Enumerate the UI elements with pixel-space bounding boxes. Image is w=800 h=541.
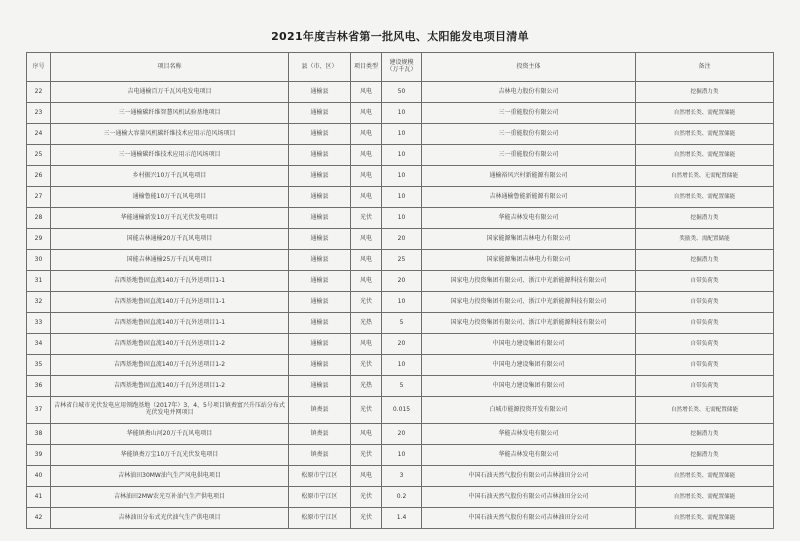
cell-no: 41 xyxy=(27,487,51,508)
cell-name: 吉西基地鲁固直流140万千瓦外送项目1-2 xyxy=(51,376,289,397)
cell-scale: 10 xyxy=(382,355,422,376)
cell-type: 光伏 xyxy=(351,397,382,424)
cell-county: 镇赉县 xyxy=(289,424,351,445)
cell-no: 24 xyxy=(27,124,51,145)
cell-type: 光伏 xyxy=(351,487,382,508)
cell-scale: 5 xyxy=(382,376,422,397)
cell-scale: 50 xyxy=(382,82,422,103)
cell-county: 通榆县 xyxy=(289,334,351,355)
header-scale: 建设规模（万千瓦） xyxy=(382,53,422,82)
table-row xyxy=(27,229,774,250)
cell-investor: 中国石油天然气股份有限公司吉林油田分公司 xyxy=(422,508,636,529)
cell-name: 吉林油田分布式光伏油气生产供电项目 xyxy=(51,508,289,529)
cell-note: 自然增长类、无需配置储能 xyxy=(636,166,774,187)
cell-investor: 华能吉林发电有限公司 xyxy=(422,208,636,229)
table-row xyxy=(27,445,774,466)
cell-type: 光伏 xyxy=(351,208,382,229)
cell-investor: 中国电力建设集团有限公司 xyxy=(422,334,636,355)
cell-name: 通榆鲁能10万千瓦风电项目 xyxy=(51,187,289,208)
table-row xyxy=(27,466,774,487)
cell-investor: 三一重能股份有限公司 xyxy=(422,124,636,145)
cell-name: 吉西基地鲁固直流140万千瓦外送项目1-1 xyxy=(51,292,289,313)
cell-scale: 10 xyxy=(382,124,422,145)
cell-county: 通榆县 xyxy=(289,313,351,334)
cell-investor: 吉林通榆鲁能新能源有限公司 xyxy=(422,187,636,208)
cell-note: 自然增长类、需配置储能 xyxy=(636,145,774,166)
table-row xyxy=(27,355,774,376)
table-row xyxy=(27,424,774,445)
cell-no: 42 xyxy=(27,508,51,529)
cell-type: 风电 xyxy=(351,103,382,124)
cell-county: 松原市宁江区 xyxy=(289,487,351,508)
cell-no: 22 xyxy=(27,82,51,103)
table-row xyxy=(27,397,774,424)
cell-investor: 吉林电力股份有限公司 xyxy=(422,82,636,103)
cell-investor: 中国电力建设集团有限公司 xyxy=(422,355,636,376)
cell-investor: 通榆裕风兴村新能源有限公司 xyxy=(422,166,636,187)
header-name: 项目名称 xyxy=(51,53,289,82)
cell-name: 吉电通榆百万千瓦风电发电项目 xyxy=(51,82,289,103)
cell-county: 镇赉县 xyxy=(289,397,351,424)
cell-note: 自带负荷类 xyxy=(636,355,774,376)
cell-type: 风电 xyxy=(351,466,382,487)
table-row xyxy=(27,508,774,529)
header-county: 县（市、区） xyxy=(289,53,351,82)
table-row xyxy=(27,292,774,313)
cell-no: 27 xyxy=(27,187,51,208)
cell-note: 挖掘潜力类 xyxy=(636,82,774,103)
cell-scale: 10 xyxy=(382,145,422,166)
cell-county: 通榆县 xyxy=(289,145,351,166)
cell-type: 光伏 xyxy=(351,445,382,466)
cell-no: 29 xyxy=(27,229,51,250)
cell-scale: 0.2 xyxy=(382,487,422,508)
header-note: 备注 xyxy=(636,53,774,82)
table-row xyxy=(27,487,774,508)
header-no: 序号 xyxy=(27,53,51,82)
cell-note: 自然增长类、需配置储能 xyxy=(636,487,774,508)
cell-note: 自带负荷类 xyxy=(636,334,774,355)
cell-type: 光热 xyxy=(351,376,382,397)
cell-note: 自带负荷类 xyxy=(636,313,774,334)
cell-name: 吉西基地鲁固直流140万千瓦外送项目1-1 xyxy=(51,313,289,334)
cell-note: 挖掘潜力类 xyxy=(636,250,774,271)
cell-county: 通榆县 xyxy=(289,292,351,313)
cell-scale: 10 xyxy=(382,445,422,466)
cell-no: 40 xyxy=(27,466,51,487)
cell-note: 奖励类、需配置储能 xyxy=(636,229,774,250)
cell-scale: 20 xyxy=(382,271,422,292)
cell-note: 自然增长类、需配置储能 xyxy=(636,103,774,124)
cell-scale: 10 xyxy=(382,166,422,187)
cell-scale: 20 xyxy=(382,334,422,355)
document-title: 2021年度吉林省第一批风电、太阳能发电项目清单 xyxy=(271,30,529,43)
cell-type: 风电 xyxy=(351,424,382,445)
cell-no: 28 xyxy=(27,208,51,229)
table-row xyxy=(27,145,774,166)
cell-note: 挖掘潜力类 xyxy=(636,424,774,445)
cell-name: 华能通榆新发10万千瓦光伏发电项目 xyxy=(51,208,289,229)
cell-type: 光伏 xyxy=(351,292,382,313)
cell-investor: 三一重能股份有限公司 xyxy=(422,103,636,124)
cell-county: 通榆县 xyxy=(289,376,351,397)
cell-county: 通榆县 xyxy=(289,124,351,145)
cell-scale: 20 xyxy=(382,229,422,250)
cell-investor: 华能吉林发电有限公司 xyxy=(422,445,636,466)
cell-type: 光热 xyxy=(351,313,382,334)
cell-type: 光伏 xyxy=(351,355,382,376)
cell-no: 31 xyxy=(27,271,51,292)
cell-no: 38 xyxy=(27,424,51,445)
cell-no: 39 xyxy=(27,445,51,466)
cell-name: 吉西基地鲁固直流140万千瓦外送项目1-2 xyxy=(51,355,289,376)
cell-note: 挖掘潜力类 xyxy=(636,445,774,466)
cell-type: 风电 xyxy=(351,334,382,355)
cell-type: 光伏 xyxy=(351,508,382,529)
cell-note: 自带负荷类 xyxy=(636,376,774,397)
cell-note: 自然增长类、需配置储能 xyxy=(636,466,774,487)
cell-investor: 华能吉林发电有限公司 xyxy=(422,424,636,445)
project-table xyxy=(26,52,774,529)
cell-note: 自带负荷类 xyxy=(636,292,774,313)
header-type: 项目类型 xyxy=(351,53,382,82)
cell-name: 华能镇赉万宝10万千瓦光伏发电项目 xyxy=(51,445,289,466)
cell-county: 松原市宁江区 xyxy=(289,508,351,529)
cell-note: 自然增长类、需配置储能 xyxy=(636,187,774,208)
table-row xyxy=(27,82,774,103)
cell-county: 松原市宁江区 xyxy=(289,466,351,487)
table-header-row xyxy=(27,53,774,82)
cell-scale: 1.4 xyxy=(382,508,422,529)
cell-county: 通榆县 xyxy=(289,250,351,271)
cell-name: 吉林省白城市光伏发电应用领跑基地（2017年）3、4、5号项目镇赉富兴升压站分布式光伏发电并网项目 xyxy=(51,397,289,424)
cell-investor: 中国电力建设集团有限公司 xyxy=(422,376,636,397)
table-row xyxy=(27,250,774,271)
cell-no: 36 xyxy=(27,376,51,397)
cell-county: 通榆县 xyxy=(289,187,351,208)
cell-scale: 25 xyxy=(382,250,422,271)
cell-note: 自带负荷类 xyxy=(636,271,774,292)
cell-no: 26 xyxy=(27,166,51,187)
cell-county: 通榆县 xyxy=(289,229,351,250)
cell-scale: 20 xyxy=(382,424,422,445)
cell-name: 吉林油田2MW农光互补油气生产供电项目 xyxy=(51,487,289,508)
table-row xyxy=(27,313,774,334)
table-row xyxy=(27,124,774,145)
cell-no: 32 xyxy=(27,292,51,313)
cell-county: 通榆县 xyxy=(289,103,351,124)
cell-note: 自然增长类、无需配置储能 xyxy=(636,397,774,424)
table-row xyxy=(27,334,774,355)
cell-investor: 中国石油天然气股份有限公司吉林油田分公司 xyxy=(422,487,636,508)
cell-scale: 10 xyxy=(382,292,422,313)
cell-investor: 国家能源集团吉林电力有限公司 xyxy=(422,229,636,250)
cell-investor: 国家电力投资集团有限公司、浙江中光新能源科技有限公司 xyxy=(422,271,636,292)
cell-investor: 三一重能股份有限公司 xyxy=(422,145,636,166)
cell-scale: 3 xyxy=(382,466,422,487)
cell-note: 挖掘潜力类 xyxy=(636,208,774,229)
cell-type: 风电 xyxy=(351,229,382,250)
cell-no: 25 xyxy=(27,145,51,166)
cell-scale: 5 xyxy=(382,313,422,334)
cell-scale: 10 xyxy=(382,103,422,124)
table-row xyxy=(27,271,774,292)
cell-name: 华能镇赉山河20万千瓦风电项目 xyxy=(51,424,289,445)
cell-type: 风电 xyxy=(351,187,382,208)
cell-name: 吉西基地鲁固直流140万千瓦外送项目1-2 xyxy=(51,334,289,355)
table-body xyxy=(27,82,774,529)
cell-no: 23 xyxy=(27,103,51,124)
cell-no: 33 xyxy=(27,313,51,334)
table-row xyxy=(27,376,774,397)
cell-scale: 0.015 xyxy=(382,397,422,424)
cell-scale: 10 xyxy=(382,187,422,208)
cell-type: 风电 xyxy=(351,271,382,292)
cell-name: 吉林油田30MW油气生产风电供电项目 xyxy=(51,466,289,487)
cell-county: 镇赉县 xyxy=(289,445,351,466)
table-row xyxy=(27,103,774,124)
cell-no: 35 xyxy=(27,355,51,376)
cell-investor: 中国石油天然气股份有限公司吉林油田分公司 xyxy=(422,466,636,487)
header-investor: 投资主体 xyxy=(422,53,636,82)
table-row xyxy=(27,166,774,187)
cell-name: 国能吉林通榆20万千瓦风电项目 xyxy=(51,229,289,250)
cell-no: 34 xyxy=(27,334,51,355)
cell-name: 乡村振兴10万千瓦风电项目 xyxy=(51,166,289,187)
cell-note: 自然增长类、需配置储能 xyxy=(636,508,774,529)
cell-investor: 国家电力投资集团有限公司、浙江中光新能源科技有限公司 xyxy=(422,313,636,334)
cell-name: 三一通榆碳纤维技术应用示范风场项目 xyxy=(51,145,289,166)
cell-no: 30 xyxy=(27,250,51,271)
cell-county: 通榆县 xyxy=(289,355,351,376)
table-row xyxy=(27,208,774,229)
cell-county: 通榆县 xyxy=(289,82,351,103)
cell-investor: 国家能源集团吉林电力有限公司 xyxy=(422,250,636,271)
cell-scale: 10 xyxy=(382,208,422,229)
cell-name: 吉西基地鲁固直流140万千瓦外送项目1-1 xyxy=(51,271,289,292)
cell-investor: 白城市能源投资开发有限公司 xyxy=(422,397,636,424)
cell-type: 风电 xyxy=(351,82,382,103)
cell-name: 三一通榆碳纤维智慧风机试验基地项目 xyxy=(51,103,289,124)
cell-no: 37 xyxy=(27,397,51,424)
cell-type: 风电 xyxy=(351,250,382,271)
cell-note: 自然增长类、需配置储能 xyxy=(636,124,774,145)
cell-county: 通榆县 xyxy=(289,208,351,229)
cell-type: 风电 xyxy=(351,166,382,187)
cell-county: 通榆县 xyxy=(289,271,351,292)
cell-type: 风电 xyxy=(351,124,382,145)
cell-type: 风电 xyxy=(351,145,382,166)
cell-name: 国能吉林通榆25万千瓦风电项目 xyxy=(51,250,289,271)
cell-investor: 国家电力投资集团有限公司、浙江中光新能源科技有限公司 xyxy=(422,292,636,313)
cell-name: 三一通榆大容量风机碳纤维技术应用示范风场项目 xyxy=(51,124,289,145)
cell-county: 通榆县 xyxy=(289,166,351,187)
table-row xyxy=(27,187,774,208)
